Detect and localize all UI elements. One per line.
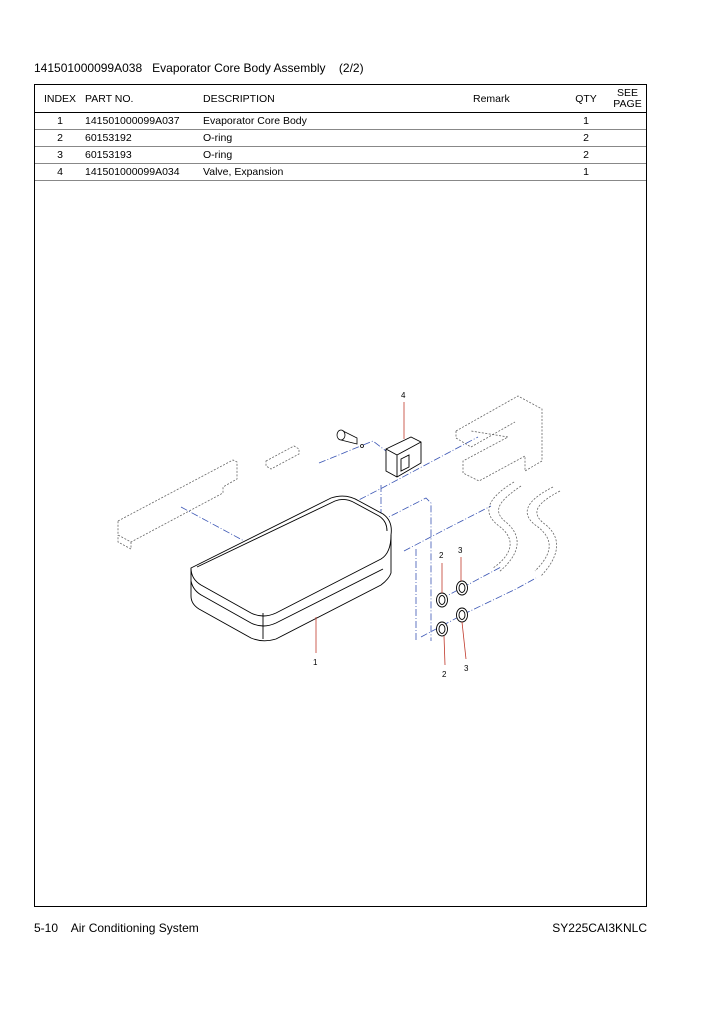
left-bracket-side bbox=[118, 535, 131, 549]
hose-b-outer bbox=[527, 487, 553, 571]
footer-left bbox=[34, 921, 199, 935]
right-bracket-lip bbox=[456, 422, 515, 447]
assembly-title: Evaporator Core Body Assembly bbox=[152, 61, 326, 75]
row-description: O-ring bbox=[203, 130, 473, 147]
row-qty: 1 bbox=[563, 164, 609, 181]
hose-a-inner bbox=[499, 486, 521, 572]
row-index: 3 bbox=[35, 147, 85, 164]
exploded-view-drawing bbox=[35, 85, 646, 906]
row-qty: 2 bbox=[563, 130, 609, 147]
row-qty: 1 bbox=[563, 113, 609, 130]
col-see-page-line1: SEE bbox=[616, 86, 638, 99]
centerline-screw bbox=[319, 441, 386, 463]
screw bbox=[337, 430, 364, 448]
row-qty: 2 bbox=[563, 147, 609, 164]
core-body-shape bbox=[191, 496, 391, 641]
row-description: Evaporator Core Body bbox=[203, 113, 473, 130]
hose-b-inner bbox=[537, 491, 560, 576]
row-part-no: 60153193 bbox=[85, 147, 203, 164]
o-ring-3-lower-inner bbox=[459, 611, 465, 620]
col-part-no: PART NO. bbox=[85, 85, 203, 113]
callout-2-lower: 2 bbox=[442, 670, 447, 679]
col-description: DESCRIPTION bbox=[203, 85, 473, 113]
screw-washer bbox=[361, 445, 364, 448]
assembly-page-part: (2/2) bbox=[338, 61, 364, 75]
evaporator-core-body bbox=[191, 496, 391, 641]
right-bracket-outline bbox=[456, 396, 542, 481]
row-index: 2 bbox=[35, 130, 85, 147]
assembly-code: 141501000099A038 bbox=[34, 61, 143, 75]
callout-3-upper: 3 bbox=[458, 546, 463, 555]
col-qty: QTY bbox=[563, 85, 609, 113]
footer-section: Air Conditioning System bbox=[70, 921, 199, 935]
parts-list-frame bbox=[34, 84, 647, 907]
leader-2b bbox=[444, 636, 445, 665]
leader-3b bbox=[462, 622, 466, 659]
col-remark: Remark bbox=[473, 85, 563, 113]
footer-page-number: 5-10 bbox=[34, 921, 59, 935]
callout-4: 4 bbox=[401, 391, 406, 400]
expansion-valve bbox=[386, 437, 421, 477]
row-part-no: 60153192 bbox=[85, 130, 203, 147]
row-part-no: 141501000099A034 bbox=[85, 164, 203, 181]
row-index: 1 bbox=[35, 113, 85, 130]
hose-a-outer bbox=[489, 482, 514, 568]
centerline-mid bbox=[441, 567, 501, 599]
o-ring-2-lower-inner bbox=[439, 625, 445, 634]
col-index: INDEX bbox=[35, 85, 85, 113]
page-title bbox=[34, 61, 364, 75]
row-part-no: 141501000099A037 bbox=[85, 113, 203, 130]
o-ring-3-upper-inner bbox=[459, 584, 465, 593]
o-ring-2-upper-inner bbox=[439, 596, 445, 605]
pin-outline bbox=[266, 446, 299, 469]
valve-body bbox=[386, 437, 421, 477]
row-index: 4 bbox=[35, 164, 85, 181]
row-description: Valve, Expansion bbox=[203, 164, 473, 181]
callout-2-upper: 2 bbox=[439, 551, 444, 560]
callout-3-lower: 3 bbox=[464, 664, 469, 673]
footer-model: SY225CAI3KNLC bbox=[552, 921, 647, 935]
centerline-upper bbox=[404, 506, 491, 551]
col-see-page-line2: PAGE bbox=[613, 97, 642, 110]
left-bracket-outline bbox=[118, 460, 237, 542]
row-description: O-ring bbox=[203, 147, 473, 164]
callout-1: 1 bbox=[313, 658, 318, 667]
